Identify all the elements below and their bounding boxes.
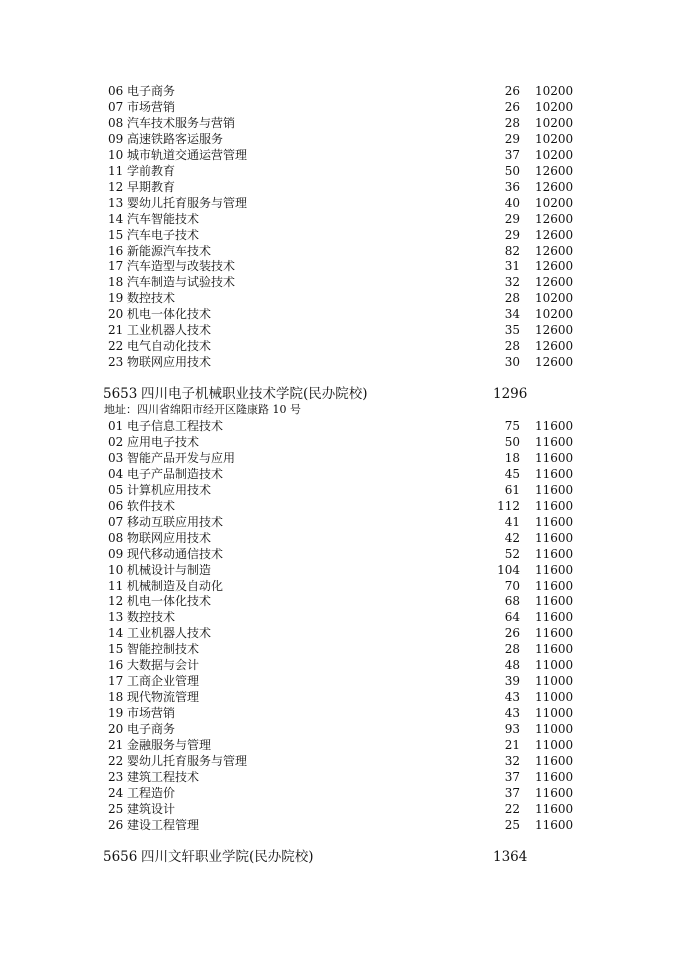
tuition-fee: 10200 (535, 84, 574, 98)
major-name: 电子商务 (127, 84, 176, 98)
major-code: 23 (108, 355, 124, 370)
tuition-fee: 11000 (535, 674, 574, 689)
major-row (0, 418, 680, 434)
major-name: 城市轨道交通运营管理 (127, 147, 248, 162)
major-row (0, 338, 680, 354)
major-name: 现代物流管理 (127, 690, 200, 705)
tuition-fee: 11000 (535, 690, 574, 705)
major-code: 06 (108, 498, 124, 513)
tuition-fee: 10200 (535, 147, 574, 162)
major-code: 17 (108, 259, 124, 274)
major-row (0, 306, 680, 322)
enrollment-count: 48 (504, 658, 520, 673)
major-row (0, 625, 680, 641)
major-row (0, 705, 680, 721)
major-name: 移动互联应用技术 (127, 514, 224, 529)
enrollment-count: 45 (504, 466, 520, 481)
school-total-plan: 1364 (493, 849, 528, 865)
major-name: 汽车制造与试验技术 (127, 275, 236, 290)
major-name: 工业机器人技术 (127, 323, 212, 338)
tuition-fee: 10200 (535, 195, 574, 210)
major-row (0, 354, 680, 370)
tuition-fee: 11600 (535, 450, 574, 465)
major-name: 早期教育 (127, 179, 176, 194)
major-name: 高速铁路客运服务 (127, 131, 224, 146)
major-code: 19 (108, 291, 124, 306)
major-code: 12 (108, 594, 124, 609)
major-row (0, 322, 680, 338)
major-code: 09 (108, 546, 124, 561)
tuition-fee: 11600 (535, 466, 574, 481)
major-row (0, 83, 680, 99)
major-name: 市场营销 (127, 99, 176, 114)
enrollment-count: 28 (504, 339, 520, 354)
major-name: 机械制造及自动化 (127, 578, 224, 593)
tuition-fee: 12600 (535, 355, 574, 370)
tuition-fee: 12600 (535, 227, 574, 242)
major-row (0, 274, 680, 290)
major-code: 08 (108, 530, 124, 545)
major-name: 学前教育 (127, 163, 176, 178)
major-name: 汽车造型与改装技术 (127, 259, 236, 274)
tuition-fee: 12600 (535, 179, 574, 194)
enrollment-count: 50 (504, 163, 520, 178)
major-name: 工程造价 (127, 785, 176, 800)
major-code: 20 (108, 722, 124, 737)
major-row (0, 546, 680, 562)
major-code: 22 (108, 753, 124, 768)
tuition-fee: 11000 (535, 658, 574, 673)
major-name: 数控技术 (127, 610, 176, 625)
major-code: 17 (108, 674, 124, 689)
major-code: 13 (108, 610, 124, 625)
school-code: 5656 (103, 849, 138, 865)
school-header-5656 (0, 848, 680, 866)
school-header-5653 (0, 385, 680, 403)
major-name: 市场营销 (127, 706, 176, 721)
major-row (0, 769, 680, 785)
major-row (0, 753, 680, 769)
major-name: 物联网应用技术 (127, 355, 212, 370)
tuition-fee: 10200 (535, 291, 574, 306)
major-code: 16 (108, 658, 124, 673)
enrollment-count: 34 (504, 307, 520, 322)
enrollment-count: 29 (504, 211, 520, 226)
major-row (0, 641, 680, 657)
enrollment-count: 32 (504, 275, 520, 290)
major-code: 03 (108, 450, 124, 465)
major-code: 14 (108, 211, 124, 226)
tuition-fee: 10200 (535, 131, 574, 146)
major-row (0, 195, 680, 211)
major-row (0, 99, 680, 115)
major-name: 金融服务与管理 (127, 738, 212, 752)
major-row (0, 131, 680, 147)
major-name: 建设工程管理 (127, 817, 200, 832)
major-code: 07 (108, 514, 124, 529)
tuition-fee: 10200 (535, 307, 574, 322)
major-row (0, 817, 680, 833)
major-code: 11 (108, 163, 124, 178)
major-name: 大数据与会计 (127, 658, 200, 673)
major-row (0, 147, 680, 163)
tuition-fee: 11600 (535, 642, 574, 657)
major-row (0, 243, 680, 259)
enrollment-count: 68 (504, 594, 520, 609)
major-row (0, 657, 680, 673)
tuition-fee: 11600 (535, 594, 574, 609)
enrollment-count: 35 (504, 323, 520, 338)
major-code: 15 (108, 642, 124, 657)
enrollment-count: 36 (504, 179, 520, 194)
major-row (0, 514, 680, 530)
enrollment-count: 25 (504, 817, 520, 832)
enrollment-count: 22 (504, 801, 520, 816)
major-name: 建筑设计 (127, 801, 176, 816)
major-code: 24 (108, 785, 124, 800)
major-name: 婴幼儿托育服务与管理 (127, 753, 248, 768)
major-code: 16 (108, 243, 124, 258)
major-name: 智能控制技术 (127, 642, 200, 657)
major-row (0, 673, 680, 689)
tuition-fee: 11600 (535, 530, 574, 545)
tuition-fee: 12600 (535, 163, 574, 178)
major-name: 汽车电子技术 (127, 227, 200, 242)
major-code: 21 (108, 323, 124, 338)
major-code: 18 (108, 275, 124, 290)
major-row (0, 689, 680, 705)
major-code: 14 (108, 626, 124, 641)
school-total-plan: 1296 (493, 386, 528, 402)
tuition-fee: 11600 (535, 785, 574, 800)
enrollment-count: 37 (504, 147, 520, 162)
major-row (0, 434, 680, 450)
enrollment-count: 21 (504, 738, 520, 752)
major-row (0, 211, 680, 227)
major-code: 11 (108, 578, 124, 593)
school-name: 四川电子机械职业技术学院(民办院校) (141, 386, 368, 402)
major-name: 婴幼儿托育服务与管理 (127, 195, 248, 210)
tuition-fee: 11600 (535, 562, 574, 577)
enrollment-count: 30 (504, 355, 520, 370)
tuition-fee: 11600 (535, 498, 574, 513)
major-row (0, 258, 680, 274)
enrollment-count: 112 (497, 498, 520, 513)
enrollment-count: 42 (504, 530, 520, 545)
major-code: 15 (108, 227, 124, 242)
major-name: 汽车技术服务与营销 (127, 115, 236, 130)
tuition-fee: 11600 (535, 419, 574, 433)
enrollment-count: 29 (504, 227, 520, 242)
tuition-fee: 11600 (535, 482, 574, 497)
major-row (0, 737, 680, 753)
major-name: 机电一体化技术 (127, 594, 212, 609)
major-row (0, 290, 680, 306)
major-row (0, 115, 680, 131)
major-name: 应用电子技术 (127, 434, 200, 449)
major-name: 电子商务 (127, 722, 176, 737)
enrollment-count: 31 (504, 259, 520, 274)
enrollment-count: 37 (504, 769, 520, 784)
major-row (0, 450, 680, 466)
major-name: 智能产品开发与应用 (127, 450, 236, 465)
major-code: 21 (108, 738, 124, 752)
major-row (0, 562, 680, 578)
tuition-fee: 11000 (535, 722, 574, 737)
enrollment-count: 61 (504, 482, 520, 497)
major-name: 新能源汽车技术 (127, 243, 212, 258)
enrollment-count: 70 (504, 578, 520, 593)
major-name: 电气自动化技术 (127, 339, 212, 354)
tuition-fee: 10200 (535, 99, 574, 114)
major-name: 汽车智能技术 (127, 211, 200, 226)
major-code: 06 (108, 84, 124, 98)
enrollment-count: 64 (504, 610, 520, 625)
major-row (0, 482, 680, 498)
major-code: 26 (108, 817, 124, 832)
major-row (0, 530, 680, 546)
enrollment-count: 26 (504, 84, 520, 98)
major-name: 机械设计与制造 (127, 562, 212, 577)
tuition-fee: 11600 (535, 610, 574, 625)
major-name: 电子信息工程技术 (127, 419, 224, 433)
tuition-fee: 11600 (535, 817, 574, 832)
tuition-fee: 11000 (535, 706, 574, 721)
enrollment-count: 41 (504, 514, 520, 529)
enrollment-count: 28 (504, 642, 520, 657)
major-row (0, 179, 680, 195)
tuition-fee: 11600 (535, 801, 574, 816)
major-code: 13 (108, 195, 124, 210)
major-code: 01 (108, 419, 124, 433)
tuition-fee: 11600 (535, 626, 574, 641)
tuition-fee: 11600 (535, 769, 574, 784)
tuition-fee: 11600 (535, 753, 574, 768)
enrollment-count: 75 (504, 419, 520, 433)
major-row (0, 578, 680, 594)
major-code: 23 (108, 769, 124, 784)
enrollment-count: 40 (504, 195, 520, 210)
major-code: 18 (108, 690, 124, 705)
major-code: 12 (108, 179, 124, 194)
major-name: 机电一体化技术 (127, 307, 212, 322)
tuition-fee: 10200 (535, 115, 574, 130)
enrollment-count: 18 (504, 450, 520, 465)
tuition-fee: 12600 (535, 323, 574, 338)
major-code: 05 (108, 482, 124, 497)
enrollment-count: 43 (504, 690, 520, 705)
enrollment-count: 28 (504, 115, 520, 130)
tuition-fee: 11600 (535, 578, 574, 593)
major-name: 现代移动通信技术 (127, 546, 224, 561)
tuition-fee: 11000 (535, 738, 574, 752)
enrollment-count: 26 (504, 99, 520, 114)
major-name: 数控技术 (127, 291, 176, 306)
major-row (0, 721, 680, 737)
major-row (0, 609, 680, 625)
school-code: 5653 (103, 386, 138, 402)
school-name: 四川文轩职业学院(民办院校) (141, 849, 314, 865)
enrollment-count: 32 (504, 753, 520, 768)
major-row (0, 466, 680, 482)
major-row (0, 227, 680, 243)
major-code: 25 (108, 801, 124, 816)
tuition-fee: 11600 (535, 514, 574, 529)
tuition-fee: 12600 (535, 243, 574, 258)
enrollment-count: 93 (504, 722, 520, 737)
major-row (0, 593, 680, 609)
enrollment-count: 37 (504, 785, 520, 800)
major-code: 22 (108, 339, 124, 354)
major-code: 20 (108, 307, 124, 322)
tuition-fee: 11600 (535, 546, 574, 561)
enrollment-count: 26 (504, 626, 520, 641)
tuition-fee: 11600 (535, 434, 574, 449)
major-code: 08 (108, 115, 124, 130)
tuition-fee: 12600 (535, 275, 574, 290)
tuition-fee: 12600 (535, 211, 574, 226)
major-code: 02 (108, 434, 124, 449)
major-code: 09 (108, 131, 124, 146)
major-code: 19 (108, 706, 124, 721)
major-name: 电子产品制造技术 (127, 466, 224, 481)
tuition-fee: 12600 (535, 259, 574, 274)
major-row (0, 498, 680, 514)
enrollment-count: 39 (504, 674, 520, 689)
enrollment-count: 82 (504, 243, 520, 258)
major-code: 04 (108, 466, 124, 481)
enrollment-count: 29 (504, 131, 520, 146)
tuition-fee: 12600 (535, 339, 574, 354)
school-address: 地址：四川省绵阳市经开区隆康路 10 号 (104, 403, 301, 416)
major-name: 计算机应用技术 (127, 482, 212, 497)
enrollment-count: 52 (504, 546, 520, 561)
enrollment-count: 43 (504, 706, 520, 721)
enrollment-count: 28 (504, 291, 520, 306)
major-name: 软件技术 (127, 498, 176, 513)
major-name: 建筑工程技术 (127, 769, 200, 784)
major-name: 工业机器人技术 (127, 626, 212, 641)
enrollment-count: 104 (497, 562, 520, 577)
major-row (0, 163, 680, 179)
major-row (0, 801, 680, 817)
major-code: 10 (108, 562, 124, 577)
major-row (0, 785, 680, 801)
major-name: 物联网应用技术 (127, 530, 212, 545)
major-code: 10 (108, 147, 124, 162)
major-code: 07 (108, 99, 124, 114)
major-name: 工商企业管理 (127, 674, 200, 689)
enrollment-count: 50 (504, 434, 520, 449)
